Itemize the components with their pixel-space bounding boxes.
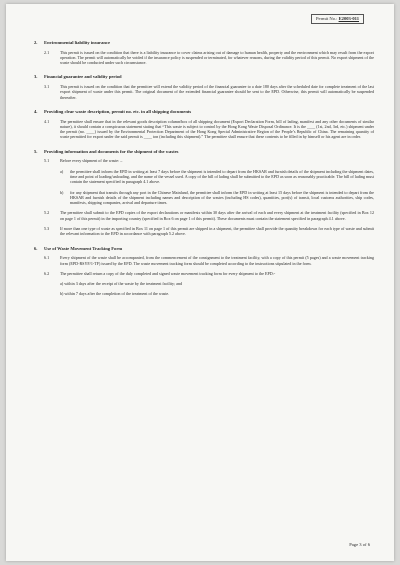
section-title: Financial guarantee and validity period: [44, 74, 122, 80]
paragraph: 5.1 Before every shipment of the waste: –: [44, 158, 123, 164]
document-page: [6, 4, 394, 561]
section-heading: 5. Providing information and documents for the shipment of the wastes: [34, 148, 179, 154]
section-heading: 2. Environmental liability insurance: [34, 40, 111, 45]
sub-paragraph: b) for any shipment that transits through any port in the Chinese Mainland, the permittee shall inform the EPD in writing at least 15 days before the shipment is intended to depart from the HKSAR and furnish details of the shipment including names and description of the wastes (including HS codes), quantities, port(s) of transit, local customs authorities, ship codes, manifests, shipping companies, arrival and departure times.: [60, 189, 374, 206]
section-title: Use of Waste Movement Tracking Form: [44, 245, 123, 251]
paragraph: 5.3 If more than one type of waste as specified in Box 11 on page 1 of this permit are shipped in a shipment, the permittee shall provide the quantity breakdown for each type of waste and submit the relevant information to the EPD in accordance with paragraph 5.2 above.: [44, 226, 374, 237]
permit-label: Permit No.:: [315, 16, 338, 21]
list-item: a) within 3 days after the receipt of the waste by the treatment facility; and: [60, 281, 183, 287]
page-number: Page 3 of 6: [349, 542, 370, 547]
paragraph: 5.2 The permittee shall submit to the EPD copies of the export declarations or manifests within 30 days after the arrival of each and every shipment at the treatment facility (specified in Box 12 on page 1 of this permit) in the importing country (specified in Box 6 on page 1 of this permit). These documents must contain the statement specified in paragraph 4.1 above.: [44, 210, 374, 221]
section-heading: 4. Providing clear waste description, permit no. etc. in all shipping documents: [34, 108, 192, 114]
paragraph: 2.1 This permit is issued on the condition that there is a liability insurance to cover claims arising out of damage to human health, property and the environment which may result from the export operation. The permit will automatically be voided if the insurance policy is suspended or terminated, for whatever reasons, during the validity period of this permit. No export shipment of the waste should be conducted under such circumstance.: [44, 49, 374, 66]
paragraph: 3.1 This permit is issued on the condition that the permittee will extend the validity period of the financial guarantee to a date 180 days after the scheduled date for complete treatment of the last export shipment of waste under this permit. The original document of the extended financial guarantee should be sent to the EPD. Otherwise, this permit will automatically be suspended thereafter.: [44, 84, 374, 100]
permit-number: E2003-011: [338, 16, 359, 21]
paragraph: 4.1 The permittee shall ensure that in the relevant goods description column/box of all shipping document (Export Declaration Form, bill of lading, manifest and any other documents of similar nature), it should contain a conspicuous statement stating that “This waste is subject to control by the Hong Kong Waste Disposal Ordinance. It is the ____ (1st, 2nd, 3rd, etc.) shipment under the permit (no. ____) issued by the Environmental Protection Department of the Hong Kong Special Administrative Region of the People’s Republic of China. The remaining quantity of waste permitted for export under the said permit is ____ ton (including this shipment).” The permittee shall ensure that these contents to be filled in by himself or his agent are in order.: [44, 118, 374, 140]
section-heading: 6. Use of Waste Movement Tracking Form: [34, 245, 123, 251]
paragraph: 6.1 Every shipment of the waste shall be accompanied, from the commencement of the consignment to the treatment facility, with a copy of this permit (5 pages) and a waste movement tracking form (EPD-RSYF/1-TF) issued by the EPD. The waste movement tracking form should be completed according to the instructions stipulated in the form.: [44, 255, 374, 266]
list-item: b) within 7 days after the completion of the treatment of the waste.: [60, 291, 170, 297]
permit-number-box: [311, 14, 364, 24]
document-body: [34, 40, 374, 302]
section-title: Environmental liability insurance: [44, 40, 111, 45]
section-heading: 3. Financial guarantee and validity period: [34, 74, 122, 80]
section-title: Providing information and documents for the shipment of the wastes: [44, 148, 179, 154]
section-title: Providing clear waste description, permit no. etc. in all shipping documents: [44, 108, 192, 114]
paragraph: 6.2 The permittee shall return a copy of the duly completed and signed waste movement tracking form for every shipment to the EPD:-: [44, 270, 276, 276]
sub-paragraph: a) the permittee shall inform the EPD in writing at least 7 days before the shipment is intended to depart from the HKSAR and furnish details of the shipment including the shipment dates, time and point of loading/unloading, and the name of the vessel used. A copy of the bill of lading shall be submitted to the EPD as soon as reasonably practicable. The bill of lading must contain the statement specified in paragraph 4.1 above.: [60, 168, 374, 185]
